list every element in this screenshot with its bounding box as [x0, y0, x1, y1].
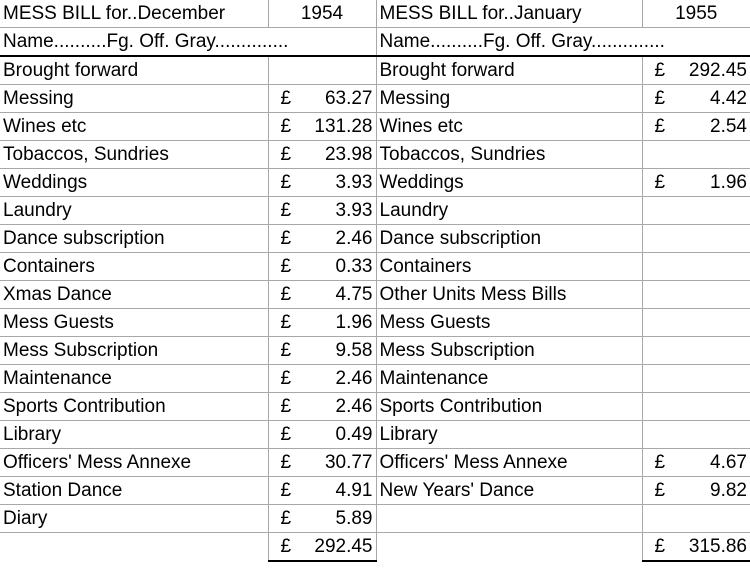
- left-item-label: Tobaccos, Sundries: [0, 141, 268, 169]
- left-amount: 3.93: [335, 172, 373, 193]
- left-amount-cell: [268, 281, 376, 309]
- left-amount: 0.49: [335, 424, 373, 445]
- left-item-label: Weddings: [0, 169, 268, 197]
- left-item-label: Brought forward: [0, 56, 268, 85]
- right-item-label: Maintenance: [376, 365, 642, 393]
- currency-symbol: £: [654, 480, 666, 501]
- currency-symbol: £: [280, 368, 292, 389]
- bill-row: [0, 421, 750, 449]
- bill-row: [0, 141, 750, 169]
- currency-symbol: £: [654, 60, 666, 81]
- left-amount-cell: [268, 169, 376, 197]
- left-amount: 2.46: [335, 228, 373, 249]
- right-item-label: Dance subscription: [376, 225, 642, 253]
- left-amount-cell: [268, 85, 376, 113]
- right-year: 1955: [642, 0, 750, 28]
- left-amount: 1.96: [335, 312, 373, 333]
- currency-symbol: £: [280, 88, 292, 109]
- left-amount: 9.58: [335, 340, 373, 361]
- bill-row: [0, 449, 750, 477]
- right-item-label: Sports Contribution: [376, 393, 642, 421]
- left-amount: 2.46: [335, 368, 373, 389]
- left-amount-cell: [268, 253, 376, 281]
- right-amount-cell: [642, 169, 750, 197]
- currency-symbol: £: [280, 508, 292, 529]
- left-item-label: Dance subscription: [0, 225, 268, 253]
- right-amount-cell: [642, 56, 750, 85]
- currency-symbol: £: [280, 144, 292, 165]
- right-title: MESS BILL for..January: [376, 0, 642, 28]
- bill-row: [0, 393, 750, 421]
- left-amount: 2.46: [335, 396, 373, 417]
- currency-symbol: £: [280, 452, 292, 473]
- left-item-label: Library: [0, 421, 268, 449]
- left-amount: 30.77: [324, 452, 373, 473]
- left-amount-cell: [268, 225, 376, 253]
- right-amount-cell: [642, 113, 750, 141]
- bill-row: [0, 309, 750, 337]
- left-item-label: Containers: [0, 253, 268, 281]
- bill-row: [0, 113, 750, 141]
- left-item-label: Diary: [0, 505, 268, 533]
- right-amount-cell: [642, 281, 750, 309]
- right-item-label: Wines etc: [376, 113, 642, 141]
- empty-cell: [376, 533, 642, 562]
- right-total: 315.86: [688, 536, 747, 557]
- right-item-label: Other Units Mess Bills: [376, 281, 642, 309]
- currency-symbol: £: [280, 116, 292, 137]
- right-amount-cell: [642, 225, 750, 253]
- left-amount: 4.75: [335, 284, 373, 305]
- left-item-label: Station Dance: [0, 477, 268, 505]
- left-amount-cell: [268, 449, 376, 477]
- currency-symbol: £: [654, 88, 666, 109]
- left-item-label: Laundry: [0, 197, 268, 225]
- left-amount: 4.91: [335, 480, 373, 501]
- right-item-label: [376, 505, 642, 533]
- right-amount-cell: [642, 477, 750, 505]
- left-total: 292.45: [314, 536, 373, 557]
- left-item-label: Officers' Mess Annexe: [0, 449, 268, 477]
- right-item-label: Library: [376, 421, 642, 449]
- right-amount: 4.42: [710, 88, 747, 109]
- left-amount: 0.33: [335, 256, 373, 277]
- total-row: [0, 533, 750, 562]
- bill-row: [0, 85, 750, 113]
- left-amount-cell: [268, 505, 376, 533]
- title-row: [0, 0, 750, 28]
- right-amount-cell: [642, 393, 750, 421]
- right-amount-cell: [642, 253, 750, 281]
- currency-symbol: £: [280, 536, 292, 557]
- left-amount-cell: [268, 421, 376, 449]
- left-amount-cell: [268, 197, 376, 225]
- left-amount: 3.93: [335, 200, 373, 221]
- currency-symbol: £: [280, 172, 292, 193]
- currency-symbol: £: [654, 172, 666, 193]
- currency-symbol: £: [654, 536, 666, 557]
- empty-cell: [0, 533, 268, 562]
- right-item-label: Containers: [376, 253, 642, 281]
- bill-row: [0, 505, 750, 533]
- bill-row: [0, 225, 750, 253]
- right-amount-cell: [642, 449, 750, 477]
- left-amount-cell: [268, 141, 376, 169]
- left-amount-cell: [268, 477, 376, 505]
- left-item-label: Wines etc: [0, 113, 268, 141]
- left-amount-cell: [268, 365, 376, 393]
- left-amount: 63.27: [324, 88, 373, 109]
- bill-row: [0, 253, 750, 281]
- currency-symbol: £: [280, 424, 292, 445]
- left-amount-cell: [268, 56, 376, 85]
- bill-row: [0, 477, 750, 505]
- left-item-label: Maintenance: [0, 365, 268, 393]
- left-amount: 23.98: [324, 144, 373, 165]
- bill-row: [0, 281, 750, 309]
- right-amount-cell: [642, 85, 750, 113]
- right-amount-cell: [642, 197, 750, 225]
- left-total-cell: [268, 533, 376, 562]
- currency-symbol: £: [280, 340, 292, 361]
- currency-symbol: £: [280, 256, 292, 277]
- currency-symbol: £: [280, 396, 292, 417]
- bill-row: [0, 56, 750, 85]
- currency-symbol: £: [280, 312, 292, 333]
- left-amount: 5.89: [335, 508, 373, 529]
- right-item-label: Mess Guests: [376, 309, 642, 337]
- left-item-label: Mess Subscription: [0, 337, 268, 365]
- right-amount: 2.54: [710, 116, 747, 137]
- left-item-label: Messing: [0, 85, 268, 113]
- right-amount-cell: [642, 365, 750, 393]
- left-amount-cell: [268, 393, 376, 421]
- right-amount: 1.96: [710, 172, 747, 193]
- right-item-label: Messing: [376, 85, 642, 113]
- left-amount-cell: [268, 337, 376, 365]
- right-item-label: Tobaccos, Sundries: [376, 141, 642, 169]
- name-row: [0, 28, 750, 57]
- left-title: MESS BILL for..December: [0, 0, 268, 28]
- right-item-label: New Years' Dance: [376, 477, 642, 505]
- right-amount-cell: [642, 141, 750, 169]
- right-item-label: Laundry: [376, 197, 642, 225]
- left-item-label: Mess Guests: [0, 309, 268, 337]
- right-amount-cell: [642, 309, 750, 337]
- right-item-label: Weddings: [376, 169, 642, 197]
- currency-symbol: £: [654, 452, 666, 473]
- currency-symbol: £: [280, 200, 292, 221]
- left-item-label: Sports Contribution: [0, 393, 268, 421]
- right-item-label: Brought forward: [376, 56, 642, 85]
- currency-symbol: £: [280, 480, 292, 501]
- bill-row: [0, 169, 750, 197]
- left-amount-cell: [268, 309, 376, 337]
- left-amount-cell: [268, 113, 376, 141]
- left-name: Name..........Fg. Off. Gray..............: [0, 28, 376, 57]
- right-item-label: Officers' Mess Annexe: [376, 449, 642, 477]
- right-amount-cell: [642, 421, 750, 449]
- right-amount-cell: [642, 505, 750, 533]
- right-item-label: Mess Subscription: [376, 337, 642, 365]
- currency-symbol: £: [280, 284, 292, 305]
- right-total-cell: [642, 533, 750, 562]
- left-year: 1954: [268, 0, 376, 28]
- bill-row: [0, 365, 750, 393]
- right-amount: 292.45: [688, 60, 747, 81]
- currency-symbol: £: [654, 116, 666, 137]
- right-amount: 9.82: [710, 480, 747, 501]
- left-item-label: Xmas Dance: [0, 281, 268, 309]
- left-amount: 131.28: [314, 116, 373, 137]
- bill-row: [0, 197, 750, 225]
- right-name: Name..........Fg. Off. Gray..............: [376, 28, 750, 57]
- bill-row: [0, 337, 750, 365]
- right-amount-cell: [642, 337, 750, 365]
- right-amount: 4.67: [710, 452, 747, 473]
- currency-symbol: £: [280, 228, 292, 249]
